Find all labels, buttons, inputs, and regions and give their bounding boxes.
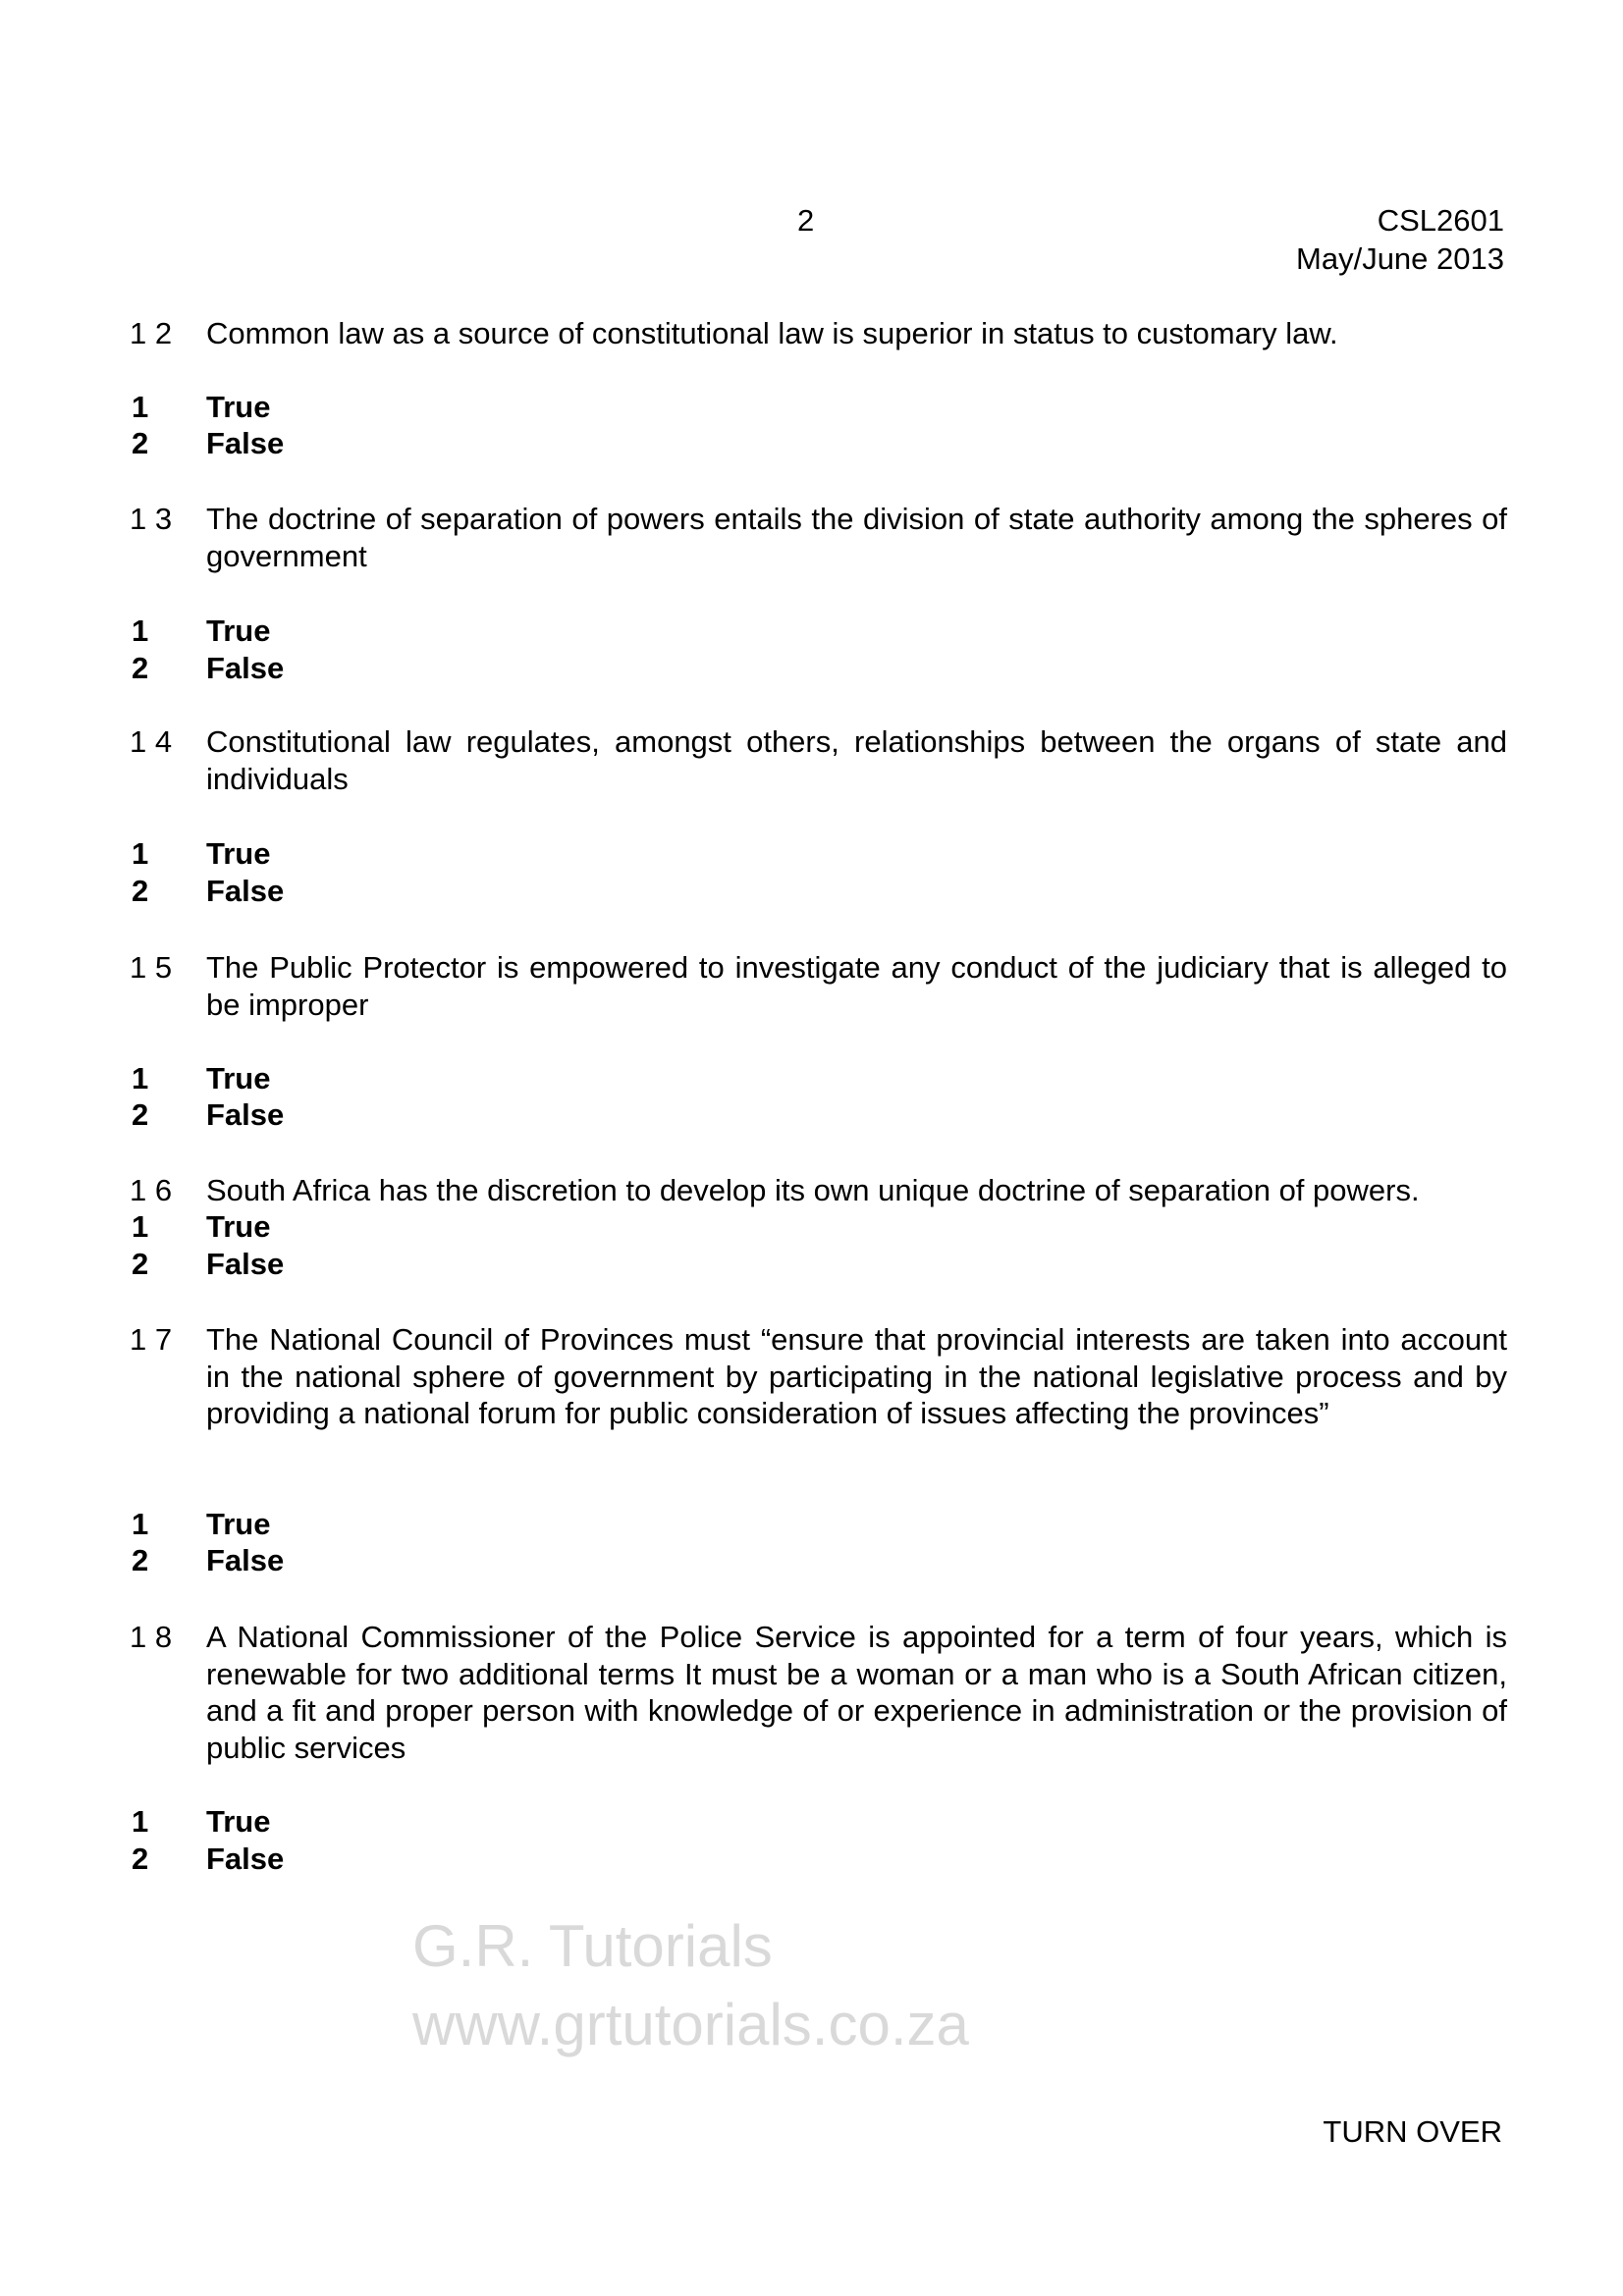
option-number: 2	[132, 1543, 149, 1577]
option-number: 1	[132, 836, 149, 871]
option-label-true: True	[206, 1804, 271, 1839]
question-text: Common law as a source of constitutional law is superior in status to customary law.	[206, 316, 1338, 350]
option-number: 2	[132, 651, 149, 685]
option-number: 1	[132, 1061, 149, 1095]
option-label-false: False	[206, 426, 285, 460]
option-label-false: False	[206, 651, 285, 685]
question-text: South Africa has the discretion to develop its own unique doctrine of separation of powers.	[206, 1173, 1420, 1207]
course-code: CSL2601	[1377, 203, 1504, 238]
option-label-true: True	[206, 614, 271, 648]
question-text: The doctrine of separation of powers entails the division of state authority among the spheres of government	[206, 502, 1507, 573]
option-label-true: True	[206, 1061, 271, 1095]
option-label-true: True	[206, 1507, 271, 1541]
question-text: Constitutional law regulates, amongst others, relationships between the organs of state and individuals	[206, 724, 1507, 796]
option-label-false: False	[206, 1247, 285, 1281]
option-label-true: True	[206, 390, 271, 424]
option-number: 2	[132, 1097, 149, 1132]
option-label-false: False	[206, 1543, 285, 1577]
turn-over-label: TURN OVER	[1323, 2114, 1502, 2149]
option-number: 1	[132, 614, 149, 648]
question-number: 1 3	[130, 502, 173, 536]
option-label-false: False	[206, 1842, 285, 1876]
option-number: 1	[132, 1209, 149, 1244]
question-number: 1 5	[130, 950, 173, 985]
option-label-true: True	[206, 1209, 271, 1244]
question-number: 1 8	[130, 1620, 173, 1654]
option-number: 1	[132, 1507, 149, 1541]
question-number: 1 7	[130, 1322, 173, 1357]
option-number: 2	[132, 1842, 149, 1876]
option-number: 2	[132, 1247, 149, 1281]
question-number: 1 2	[130, 316, 173, 350]
option-label-true: True	[206, 836, 271, 871]
question-text: The Public Protector is empowered to investigate any conduct of the judiciary that is alleged to be improper	[206, 950, 1507, 1022]
page-number: 2	[797, 203, 815, 238]
watermark-url: www.grtutorials.co.za	[412, 1992, 969, 2057]
question-number: 1 6	[130, 1173, 173, 1207]
question-text: A National Commissioner of the Police Service is appointed for a term of four years, which is renewable for two additional terms It must be a woman or a man who is a South African citizen, and a fit and proper person with knowledge of or experience in administration or the provision of public services	[206, 1620, 1507, 1765]
option-number: 1	[132, 1804, 149, 1839]
option-number: 1	[132, 390, 149, 424]
option-label-false: False	[206, 874, 285, 908]
watermark-name: G.R. Tutorials	[412, 1913, 773, 1979]
option-number: 2	[132, 426, 149, 460]
option-label-false: False	[206, 1097, 285, 1132]
question-number: 1 4	[130, 724, 173, 759]
exam-date: May/June 2013	[1296, 241, 1504, 276]
option-number: 2	[132, 874, 149, 908]
question-text: The National Council of Provinces must “ensure that provincial interests are taken into account in the national sphere of government by participating in the national legislative process and by providing a national forum for public consideration of issues affecting the provinces”	[206, 1322, 1507, 1430]
